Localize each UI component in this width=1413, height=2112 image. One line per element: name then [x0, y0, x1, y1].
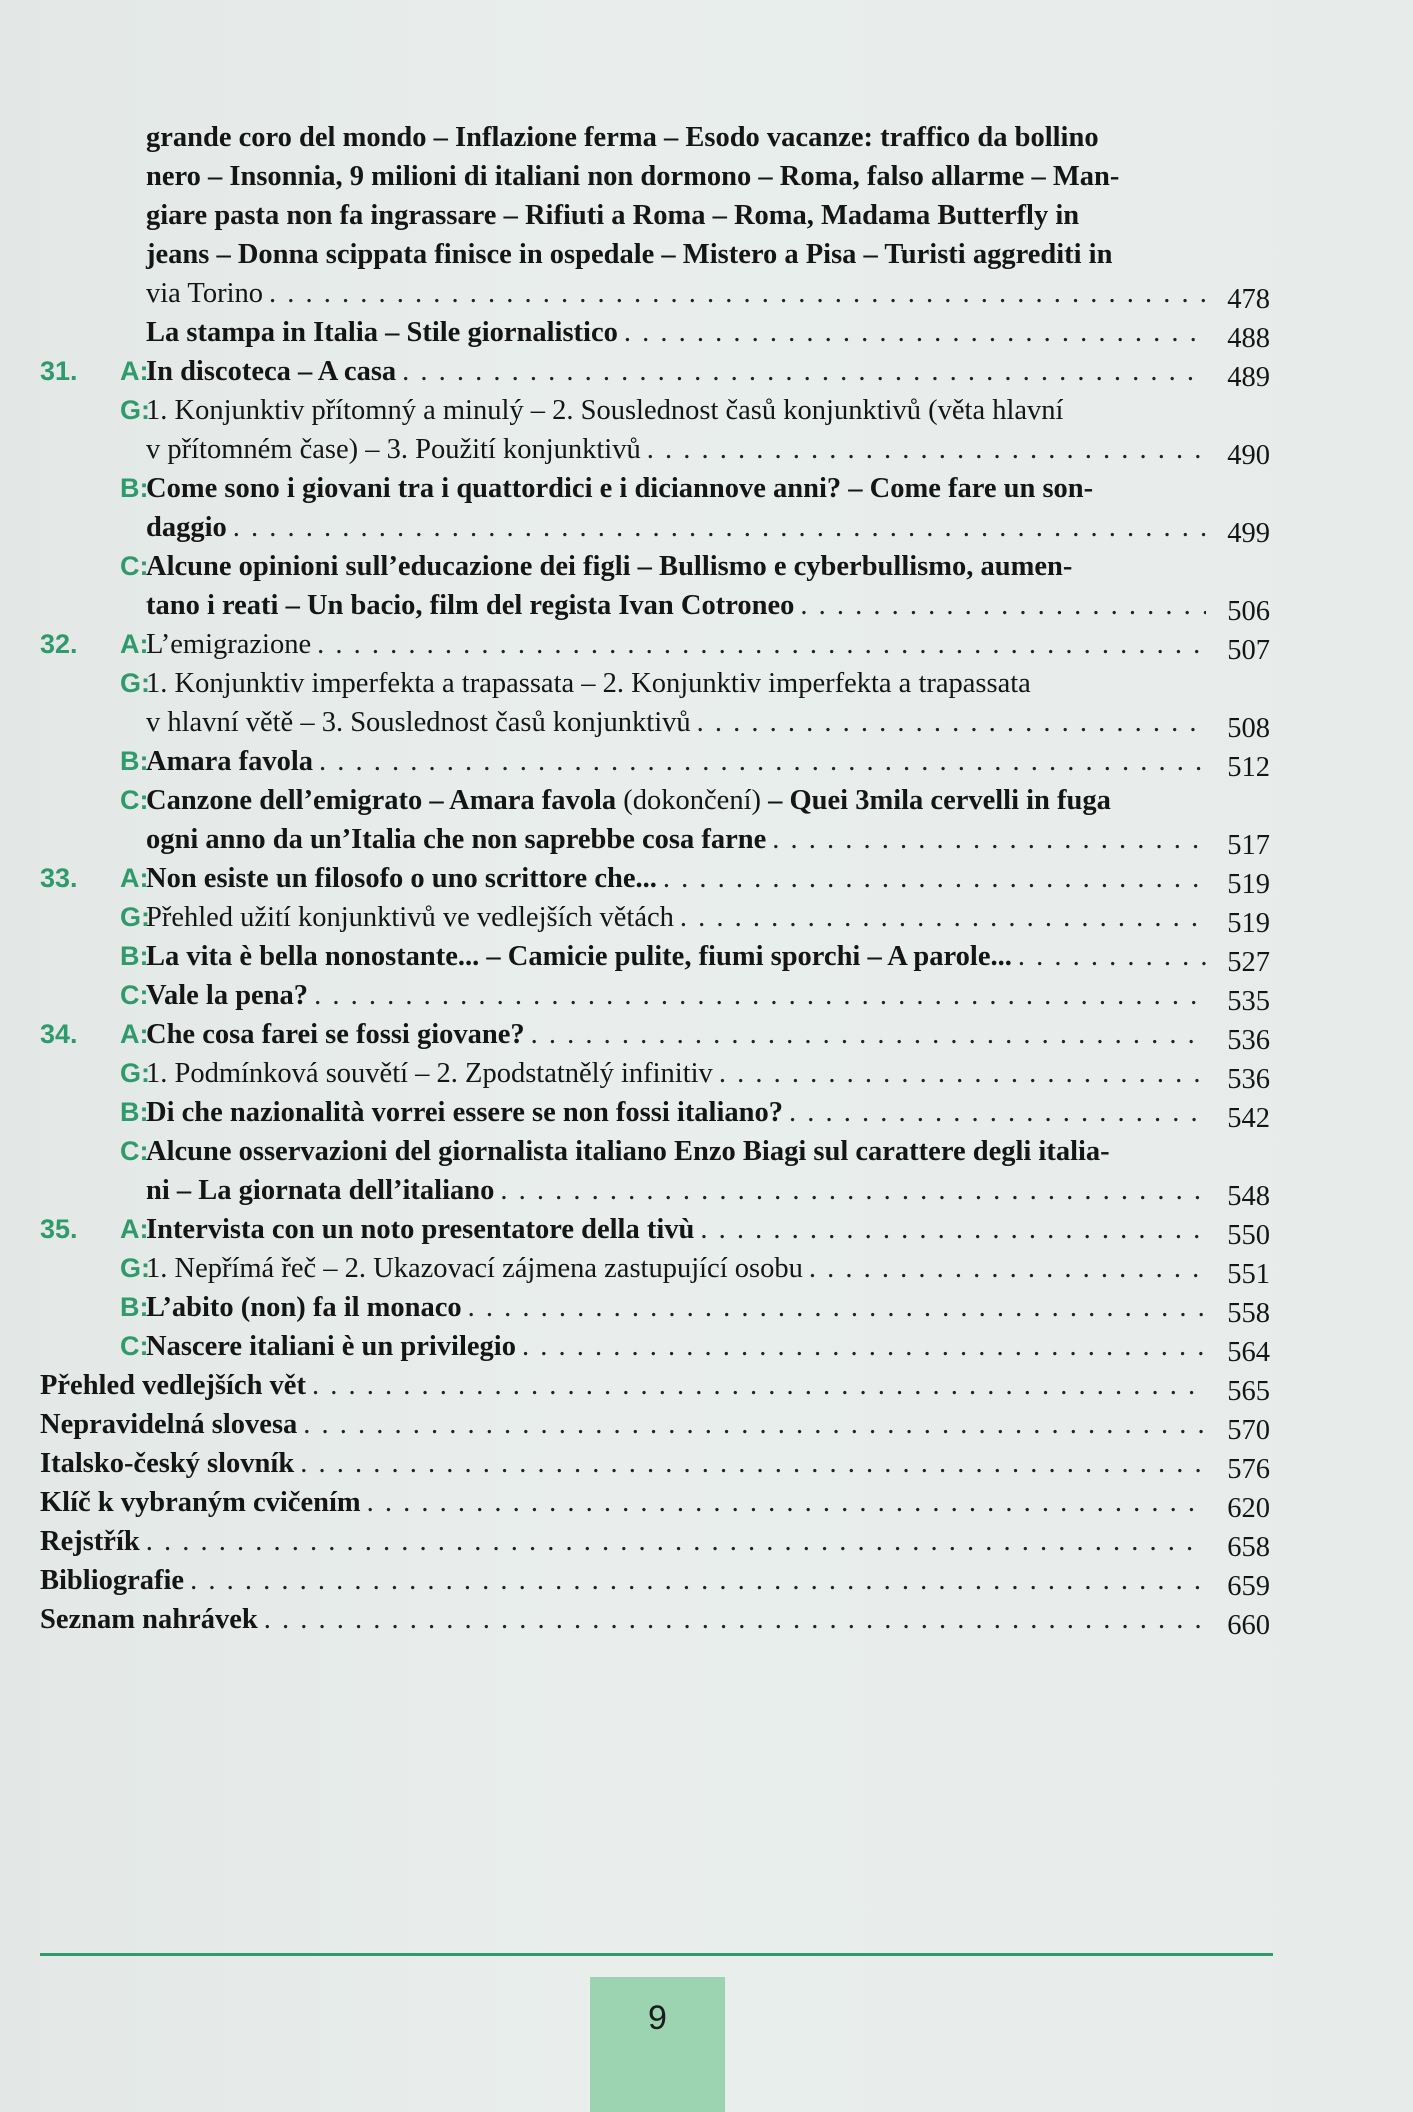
entry-page-number: 550: [1227, 1220, 1270, 1251]
toc-entry: [40, 781, 1270, 859]
toc-entry: [40, 1444, 1270, 1483]
entry-page-number: 660: [1227, 1610, 1270, 1641]
entry-text: [146, 664, 1270, 742]
entry-line: Alcune opinioni sull’educazione dei figli – Bullismo e cyberbullismo, aumen-: [146, 551, 1073, 582]
dot-leader: [468, 1288, 1206, 1327]
dot-leader: [146, 1522, 1206, 1561]
lesson-number: 31.: [40, 356, 78, 386]
entry-title-line: 1. Podmínková souvětí – 2. Zpodstatnělý infinitiv . . . 536: [146, 1054, 1270, 1093]
dot-leader: [719, 1054, 1206, 1093]
entry-text: [146, 1132, 1270, 1210]
toc-entry: [40, 1327, 1270, 1366]
entry-title-line: v přítomném čase) – 3. Použití konjunktivů . . . 490: [146, 430, 1270, 469]
entry-text: [146, 1249, 1270, 1288]
entry-title-line: Vale la pena? . . . 535: [146, 976, 1270, 1015]
entry-text: [146, 547, 1270, 625]
toc-entry: [40, 625, 1270, 664]
entry-page-number: 507: [1227, 635, 1270, 666]
entry-page-number: 536: [1227, 1064, 1270, 1095]
entry-page-number: 536: [1227, 1025, 1270, 1056]
toc-entry: [40, 1522, 1270, 1561]
entry-text: [146, 352, 1270, 391]
section-letter: G:: [120, 395, 150, 425]
entry-title-line: L’abito (non) fa il monaco . . . 558: [146, 1288, 1270, 1327]
lesson-number: 32.: [40, 629, 78, 659]
entry-text: [146, 781, 1270, 859]
entry-page-number: 558: [1227, 1298, 1270, 1329]
toc-entry: [40, 1210, 1270, 1249]
entry-text: [40, 1561, 1270, 1600]
entry-page-number: 508: [1227, 713, 1270, 744]
entry-text: [40, 1600, 1270, 1639]
section-letter: B:: [120, 746, 149, 776]
dot-leader: [233, 508, 1206, 547]
dot-leader: [809, 1249, 1206, 1288]
entry-title-line: Bibliografie . . . 659: [40, 1561, 1270, 1600]
entry-page-number: 519: [1227, 869, 1270, 900]
dot-leader: [300, 1444, 1206, 1483]
entry-line: Come sono i giovani tra i quattordici e i diciannove anni? – Come fare un son-: [146, 473, 1094, 504]
section-letter: A:: [120, 629, 149, 659]
toc-entry: [40, 1405, 1270, 1444]
entry-title-line: In discoteca – A casa . . . 489: [146, 352, 1270, 391]
entry-title-line: Nascere italiani è un privilegio . . . 564: [146, 1327, 1270, 1366]
table-of-contents: [40, 118, 1270, 1639]
toc-entry: [40, 937, 1270, 976]
toc-entry: [40, 1054, 1270, 1093]
entry-title-line: L’emigrazione . . . 507: [146, 625, 1270, 664]
dot-leader: [312, 1366, 1206, 1405]
entry-text: [146, 898, 1270, 937]
entry-text: [146, 1327, 1270, 1366]
entry-text: [146, 1015, 1270, 1054]
section-letter: G:: [120, 1058, 150, 1088]
section-letter: C:: [120, 1331, 149, 1361]
page-number-box: [590, 1977, 725, 2112]
dot-leader: [1018, 937, 1206, 976]
dot-leader: [269, 274, 1206, 313]
entry-title-line: Přehled vedlejších vět . . . 565: [40, 1366, 1270, 1405]
entry-page-number: 512: [1227, 752, 1270, 783]
entry-page-number: 548: [1227, 1181, 1270, 1212]
entry-text: [146, 469, 1270, 547]
entry-text: [146, 625, 1270, 664]
toc-entry: [40, 118, 1270, 313]
lesson-number: 33.: [40, 863, 78, 893]
dot-leader: [317, 625, 1206, 664]
dot-leader: [319, 742, 1206, 781]
entry-page-number: 551: [1227, 1259, 1270, 1290]
page-number: 9: [648, 1999, 667, 2037]
entry-text: [40, 1483, 1270, 1522]
dot-leader: [789, 1093, 1206, 1132]
entry-text: [146, 937, 1270, 976]
entry-page-number: 659: [1227, 1571, 1270, 1602]
entry-text: [40, 1444, 1270, 1483]
toc-entry: [40, 1288, 1270, 1327]
entry-page-number: 499: [1227, 518, 1270, 549]
entry-line: 1. Konjunktiv přítomný a minulý – 2. Souslednost časů konjunktivů (věta hlavní: [146, 395, 1064, 426]
section-letter: A:: [120, 863, 149, 893]
dot-leader: [700, 1210, 1206, 1249]
dot-leader: [303, 1405, 1206, 1444]
section-letter: C:: [120, 785, 149, 815]
entry-title-line: Seznam nahrávek . . . 660: [40, 1600, 1270, 1639]
entry-title-line: Klíč k vybraným cvičením . . . 620: [40, 1483, 1270, 1522]
section-letter: B:: [120, 941, 149, 971]
entry-title-line: Rejstřík . . . 658: [40, 1522, 1270, 1561]
toc-entry: [40, 547, 1270, 625]
section-letter: C:: [120, 551, 149, 581]
entry-line: giare pasta non fa ingrassare – Rifiuti a Roma – Roma, Madama Butterfly in: [146, 200, 1080, 231]
entry-title-line: Non esiste un filosofo o uno scrittore che... . . . 519: [146, 859, 1270, 898]
entry-page-number: 490: [1227, 440, 1270, 471]
dot-leader: [314, 976, 1206, 1015]
toc-entry: [40, 1561, 1270, 1600]
dot-leader: [531, 1015, 1206, 1054]
toc-entry: [40, 1249, 1270, 1288]
toc-entry: [40, 469, 1270, 547]
entry-title-line: tano i reati – Un bacio, film del regista Ivan Cotroneo . . . 506: [146, 586, 1270, 625]
toc-entry: [40, 976, 1270, 1015]
entry-text: [146, 742, 1270, 781]
entry-text: [146, 1093, 1270, 1132]
entry-title-line: daggio . . . 499: [146, 508, 1270, 547]
lesson-number: 35.: [40, 1214, 78, 1244]
dot-leader: [624, 313, 1206, 352]
dot-leader: [402, 352, 1206, 391]
toc-entry: [40, 1366, 1270, 1405]
entry-line: 1. Konjunktiv imperfekta a trapassata – 2. Konjunktiv imperfekta a trapassata: [146, 668, 1031, 699]
toc-entry: [40, 1600, 1270, 1639]
entry-page-number: 489: [1227, 362, 1270, 393]
section-letter: B:: [120, 1097, 149, 1127]
entry-page-number: 542: [1227, 1103, 1270, 1134]
dot-leader: [697, 703, 1206, 742]
entry-page-number: 576: [1227, 1454, 1270, 1485]
entry-title-line: Che cosa farei se fossi giovane? . . . 536: [146, 1015, 1270, 1054]
toc-entry: [40, 742, 1270, 781]
section-letter: A:: [120, 1019, 149, 1049]
toc-entry: [40, 352, 1270, 391]
entry-text: [146, 1054, 1270, 1093]
entry-text: [40, 1405, 1270, 1444]
entry-line: Alcune osservazioni del giornalista italiano Enzo Biagi sul carattere degli italia-: [146, 1136, 1110, 1167]
entry-page-number: 478: [1227, 284, 1270, 315]
entry-line: grande coro del mondo – Inflazione ferma – Esodo vacanze: traffico da bollino: [146, 122, 1099, 153]
entry-title-line: 1. Nepřímá řeč – 2. Ukazovací zájmena zastupující osobu . . . 551: [146, 1249, 1270, 1288]
entry-title-line: ni – La giornata dell’italiano . . . 548: [146, 1171, 1270, 1210]
section-letter: C:: [120, 980, 149, 1010]
toc-entry: [40, 1132, 1270, 1210]
entry-text: [146, 391, 1270, 469]
entry-page-number: 570: [1227, 1415, 1270, 1446]
dot-leader: [190, 1561, 1206, 1600]
entry-title-line: Di che nazionalità vorrei essere se non fossi italiano? . . . 542: [146, 1093, 1270, 1132]
entry-title-line: Intervista con un noto presentatore della tivù . . . 550: [146, 1210, 1270, 1249]
toc-entry: [40, 898, 1270, 937]
dot-leader: [680, 898, 1206, 937]
entry-page-number: 565: [1227, 1376, 1270, 1407]
dot-leader: [264, 1600, 1206, 1639]
entry-title-line: Italsko-český slovník . . . 576: [40, 1444, 1270, 1483]
entry-page-number: 517: [1227, 830, 1270, 861]
lesson-number: 34.: [40, 1019, 78, 1049]
entry-page-number: 506: [1227, 596, 1270, 627]
entry-page-number: 658: [1227, 1532, 1270, 1563]
toc-entry: [40, 859, 1270, 898]
dot-leader: [647, 430, 1206, 469]
section-letter: G:: [120, 1253, 150, 1283]
section-letter: A:: [120, 1214, 149, 1244]
toc-entry: [40, 1093, 1270, 1132]
dot-leader: [800, 586, 1206, 625]
toc-entry: [40, 664, 1270, 742]
dot-leader: [522, 1327, 1206, 1366]
entry-page-number: 620: [1227, 1493, 1270, 1524]
entry-text: [146, 118, 1270, 313]
entry-line: Canzone dell’emigrato – Amara favola (dokončení) – Quei 3mila cervelli in fuga: [146, 785, 1111, 816]
toc-entry: [40, 1483, 1270, 1522]
entry-text: [146, 1210, 1270, 1249]
entry-text: [40, 1522, 1270, 1561]
entry-line: nero – Insonnia, 9 milioni di italiani non dormono – Roma, falso allarme – Man-: [146, 161, 1120, 192]
entry-text: [40, 1366, 1270, 1405]
dot-leader: [367, 1483, 1206, 1522]
entry-text: [146, 859, 1270, 898]
entry-page-number: 564: [1227, 1337, 1270, 1368]
entry-page-number: 519: [1227, 908, 1270, 939]
entry-text: [146, 976, 1270, 1015]
entry-text: [146, 1288, 1270, 1327]
dot-leader: [772, 820, 1206, 859]
section-letter: G:: [120, 668, 150, 698]
entry-page-number: 488: [1227, 323, 1270, 354]
entry-title-line: v hlavní větě – 3. Souslednost časů konjunktivů . . . 508: [146, 703, 1270, 742]
entry-title-line: ogni anno da un’Italia che non saprebbe cosa farne . . . 517: [146, 820, 1270, 859]
entry-title-line: La vita è bella nonostante... – Camicie pulite, fiumi sporchi – A parole... . . . 527: [146, 937, 1270, 976]
toc-entry: [40, 391, 1270, 469]
footer-rule: [40, 1953, 1273, 1956]
entry-title-line: Nepravidelná slovesa . . . 570: [40, 1405, 1270, 1444]
section-letter: C:: [120, 1136, 149, 1166]
entry-title-line: Přehled užití konjunktivů ve vedlejších větách . . . 519: [146, 898, 1270, 937]
section-letter: A:: [120, 356, 149, 386]
dot-leader: [663, 859, 1206, 898]
entry-title-line: via Torino . . . 478: [146, 274, 1270, 313]
section-letter: G:: [120, 902, 150, 932]
toc-entry: [40, 1015, 1270, 1054]
entry-page-number: 527: [1227, 947, 1270, 978]
entry-line: jeans – Donna scippata finisce in ospedale – Mistero a Pisa – Turisti aggrediti in: [146, 239, 1113, 270]
entry-title-line: Amara favola . . . 512: [146, 742, 1270, 781]
entry-title-line: La stampa in Italia – Stile giornalistico . . . 488: [146, 313, 1270, 352]
entry-text: [146, 313, 1270, 352]
entry-page-number: 535: [1227, 986, 1270, 1017]
toc-entry: [40, 313, 1270, 352]
dot-leader: [500, 1171, 1206, 1210]
section-letter: B:: [120, 473, 149, 503]
section-letter: B:: [120, 1292, 149, 1322]
